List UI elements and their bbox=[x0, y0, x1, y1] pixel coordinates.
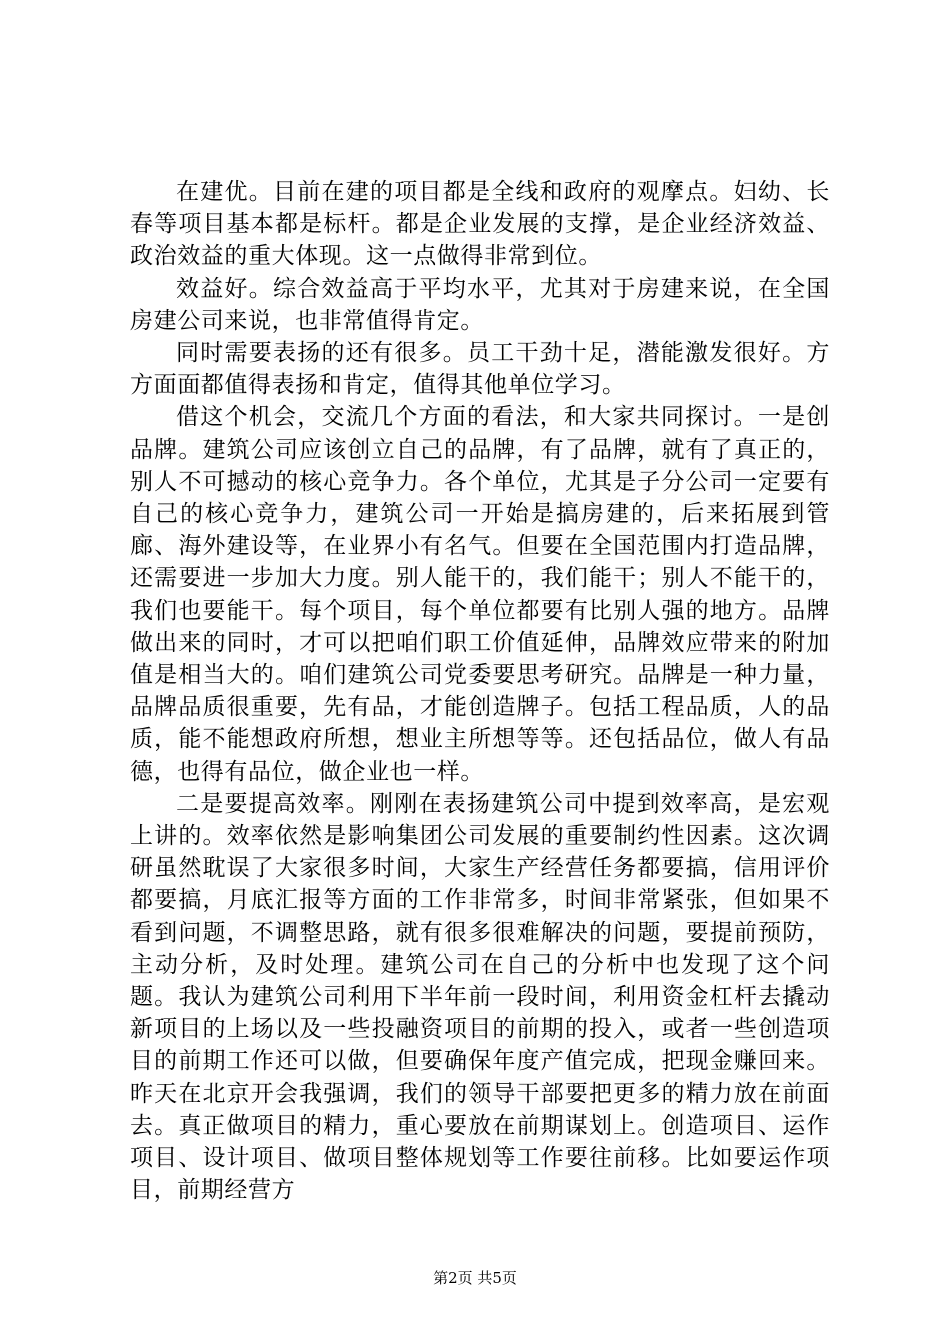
page-footer bbox=[0, 1268, 950, 1288]
paragraph-3: 同时需要表扬的还有很多。员工干劲十足，潜能激发很好。方方面面都值得表扬和肯定，值得其他单位学习。 bbox=[130, 340, 830, 399]
page-number: 第2页 共5页 bbox=[433, 1269, 517, 1287]
paragraph-1: 在建优。目前在建的项目都是全线和政府的观摩点。妇幼、长春等项目基本都是标杆。都是企业发展的支撑，是企业经济效益、政治效益的重大体现。这一点做得非常到位。 bbox=[130, 179, 830, 270]
paragraph-2: 效益好。综合效益高于平均水平，尤其对于房建来说，在全国房建公司来说，也非常值得肯定。 bbox=[130, 275, 830, 334]
document-body bbox=[130, 176, 830, 1207]
paragraph-4: 借这个机会，交流几个方面的看法，和大家共同探讨。一是创品牌。建筑公司应该创立自己的品牌，有了品牌，就有了真正的，别人不可撼动的核心竞争力。各个单位，尤其是子分公司一定要有自己的核心竞争力，建筑公司一开始是搞房建的，后来拓展到管廊、海外建设等，在业界小有名气。但要在全国范围内打造品牌，还需要进一步加大力度。别人能干的，我们能干；别人不能干的，我们也要能干。每个项目，每个单位都要有比别人强的地方。品牌做出来的同时，才可以把咱们职工价值延伸，品牌效应带来的附加值是相当大的。咱们建筑公司党委要思考研究。品牌是一种力量，品牌品质很重要，先有品，才能创造牌子。包括工程品质，人的品质，能不能想政府所想，想业主所想等等。还包括品位，做人有品德，也得有品位，做企业也一样。 bbox=[130, 404, 830, 785]
paragraph-5: 二是要提高效率。刚刚在表扬建筑公司中提到效率高，是宏观上讲的。效率依然是影响集团公司发展的重要制约性因素。这次调研虽然耽误了大家很多时间，大家生产经营任务都要搞，信用评价都要搞，月底汇报等方面的工作非常多，时间非常紧张，但如果不看到问题，不调整思路，就有很多很难解决的问题，要提前预防，主动分析，及时处理。建筑公司在自己的分析中也发现了这个问题。我认为建筑公司利用下半年前一段时间，利用资金杠杆去撬动新项目的上场以及一些投融资项目的前期的投入，或者一些创造项目的前期工作还可以做，但要确保年度产值完成，把现金赚回来。昨天在北京开会我强调，我们的领导干部要把更多的精力放在前面去。真正做项目的精力，重心要放在前期谋划上。创造项目、运作项目、设计项目、做项目整体规划等工作要往前移。比如要运作项目，前期经营方 bbox=[130, 790, 830, 1204]
